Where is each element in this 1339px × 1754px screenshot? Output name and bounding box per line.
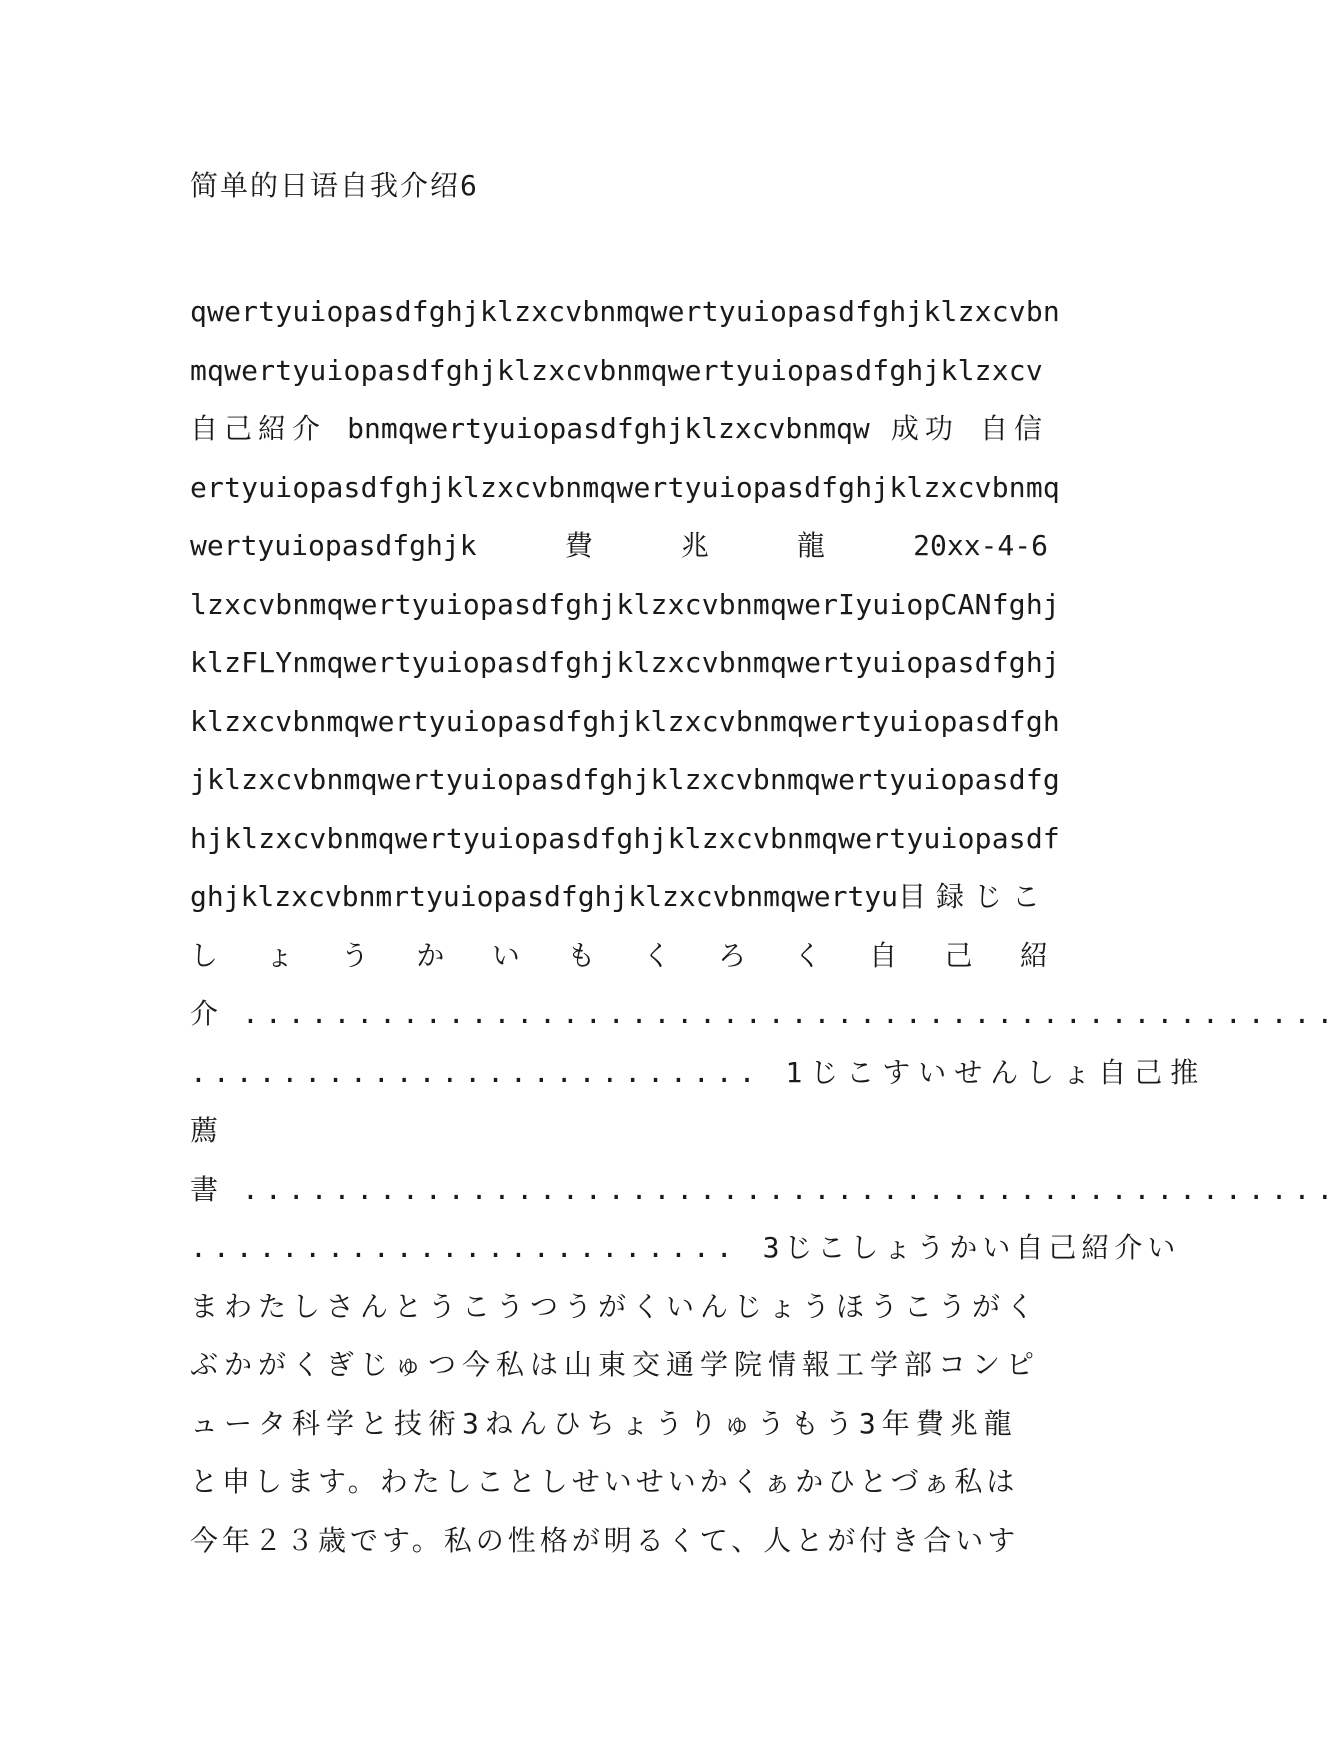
kana-char: も (567, 938, 596, 972)
text-run: 介 (190, 997, 219, 1030)
document-title: 简单的日语自我介绍6 (190, 169, 479, 202)
kanji-char: 紹 (1019, 938, 1048, 972)
text-line (190, 634, 1060, 693)
text-line (190, 1453, 1048, 1512)
text-line (190, 1336, 1048, 1395)
toc-heading: 目録じこ (898, 880, 1051, 913)
kana-char: ろ (718, 938, 747, 972)
document-body (190, 283, 1339, 1570)
toc-leader-dots: ......................... (190, 1055, 762, 1089)
text-run: klzFLYnmqwertyuiopasdfghjklzxcvbnmqwertyuiopasdfghj (190, 646, 1060, 679)
kana-char: か (416, 938, 445, 972)
text-run: 成功 (890, 412, 959, 445)
text-line (190, 751, 1060, 810)
text-run: ertyuiopasdfghjklzxcvbnmqwertyuiopasdfghjklzxcvbnmq (190, 470, 1060, 504)
text-run: 今年２３歳です。私の性格が明るくて、人とが付き合いす (190, 1523, 1020, 1557)
document-date: 20xx-4-6 (913, 529, 1048, 562)
text-line (190, 283, 1060, 342)
text-run: ぶかがくぎじゅつ今私は山東交通学院情報工学部コンピ (190, 1348, 1041, 1381)
kanji-char: 自 (869, 938, 898, 972)
text-run: mqwertyuiopasdfghjklzxcvbnmqwertyuiopasdfghjklzxcv (190, 353, 1043, 387)
toc-leader-dots: ................................................ (242, 997, 1339, 1030)
kana-char: ょ (265, 938, 294, 972)
heading-jikoshoukai: 自己紹介 (190, 412, 327, 445)
kana-char: く (793, 938, 822, 972)
text-run: lzxcvbnmqwertyuiopasdfghjklzxcvbnmqwerIyuiopCANfghj (190, 587, 1060, 621)
kanji-char: 己 (944, 938, 973, 972)
text-line (190, 342, 1048, 401)
text-run: 自信 (979, 412, 1048, 445)
text-run: bnmqwertyuiopasdfghjklzxcvbnmqw (347, 412, 870, 445)
text-run: ghjklzxcvbnmrtyuiopasdfghjklzxcvbnmqwertyu (190, 880, 899, 913)
text-run: klzxcvbnmqwertyuiopasdfghjklzxcvbnmqwertyuiopasdfgh (190, 704, 1060, 738)
author-name-char: 費 (564, 529, 593, 562)
text-line (190, 459, 1060, 518)
kana-char: く (642, 938, 671, 972)
text-line (190, 1102, 1048, 1161)
text-line (190, 517, 1048, 576)
text-line (190, 1278, 1048, 1337)
text-run: jklzxcvbnmqwertyuiopasdfghjklzxcvbnmqwertyuiopasdfg (190, 763, 1060, 796)
toc-entry-label: 1じこすいせんしょ自己推 (785, 1055, 1207, 1089)
text-line (190, 693, 1060, 752)
toc-entry-label: 3じこしょうかい自己紹介い (762, 1231, 1181, 1264)
toc-entry-line (190, 985, 1339, 1044)
kana-char: い (491, 938, 520, 972)
text-line (190, 1512, 1048, 1571)
text-line (190, 927, 1048, 986)
text-run: 書 (190, 1172, 219, 1206)
text-line (190, 576, 1060, 635)
text-line (190, 868, 1051, 927)
kana-char: う (340, 938, 369, 972)
toc-entry-line (190, 1219, 1181, 1278)
kana-char: し (190, 938, 219, 972)
text-run: 薦 (190, 1114, 219, 1147)
text-run: まわたしさんとうこうつうがくいんじょうほうこうがく (190, 1289, 1041, 1323)
text-run: と申します。わたしことしせいせいかくぁかひとづぁ私は (190, 1465, 1019, 1498)
author-name-char: 龍 (796, 529, 825, 562)
author-name-char: 兆 (680, 529, 709, 562)
text-run: wertyuiopasdfghjk (190, 529, 477, 562)
toc-leader-dots: ........................ (190, 1231, 739, 1264)
text-run: ュータ科学と技術3ねんひちょうりゅうもう3年費兆龍 (190, 1406, 1018, 1440)
text-line (190, 400, 1048, 459)
text-line (190, 810, 1060, 869)
text-line (190, 1395, 1048, 1454)
toc-entry-line (190, 1044, 1207, 1103)
toc-leader-dots: ................................................ (242, 1172, 1339, 1206)
toc-entry-line (190, 1161, 1339, 1220)
text-run: hjklzxcvbnmqwertyuiopasdfghjklzxcvbnmqwertyuiopasdf (190, 821, 1060, 855)
text-run: qwertyuiopasdfghjklzxcvbnmqwertyuiopasdfghjklzxcvbn (190, 295, 1060, 328)
